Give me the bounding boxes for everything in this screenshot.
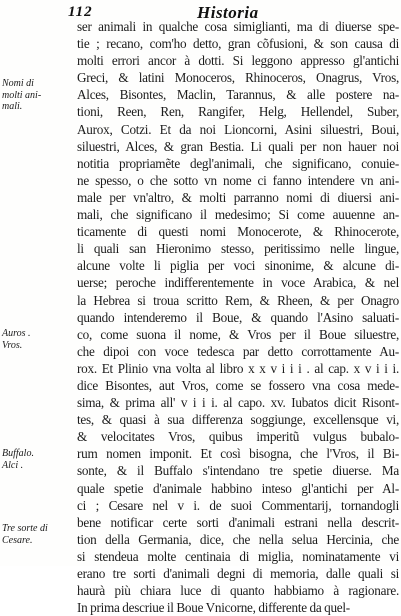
margin-note-auros [2,328,74,351]
text-line: dice Bisontes, aut Vros, come se fossero vna cosa mede- [77,377,399,393]
text-line: rum nomen imponit. Et così bisogna, che l'Vros, il Bi- [77,446,399,462]
margin-note-line: Cesare. [2,534,33,546]
text-line: quando intenderemo il Boue, & quando l'Asino saluati- [77,309,399,325]
text-line: notitia propriamẽte degl'animali, che significano, conuie- [77,155,399,171]
text-line: ticamente di questi nomi Monocerote, & Rhinocerote, [77,224,399,240]
margin-note-line: mali. [2,101,23,112]
text-line: co, come suona il nome, & Vros per il Boue siluestre, [77,326,399,342]
text-line: male per vn'altro, & molti parranno nomi di diuersi ani- [77,189,399,205]
text-line: rox. Et Plinio vna volta al libro x x v i i i . al cap. x v i i i. [77,360,399,376]
margin-note-buffalo [2,448,74,471]
text-line: erano tre sorti d'animali degni di memoria, dalle quali si [77,566,399,581]
text-line: siluestri, Alces, & gran Bestia. Li quali per non hauer noi [77,138,399,154]
text-line: molti errori ancor à dotti. Si leggono appresso gl'antichi [77,53,399,69]
text-line: bene notificar certe sorti d'animali estrani nella descrit- [77,514,399,530]
text-line: Aurox, Cotzi. Et da noi Lioncorni, Asini siluestri, Boui, [77,121,399,137]
text-line: tion della Germania, dice, che nella selua Hercinia, che [77,531,399,547]
text-line: Greci, & latini Monoceros, Rhinoceros, Onagrus, Vros, [77,70,399,86]
text-line: sonte, & il Buffalo s'intendano tre spetie diuerse. Ma [77,463,399,479]
margin-note-line: Vros. [2,339,23,351]
running-title: Historia [197,3,259,22]
body-text [77,18,399,616]
text-line: tes, & quasi à sua differenza soggiunge, excellensque vi, [77,412,399,428]
text-line: quale spetie d'animale habbino inteso gl'antichi per Al- [77,480,399,496]
text-line: li quali san Hieronimo stesso, peritissimo nelle lingue, [77,241,399,257]
text-line: ser animali in qualche cosa simiglianti, ma di diuerse spe- [77,19,399,34]
margin-note-line: Nomi di [2,78,34,89]
text-line: alcune volte li piglia per voci sinonime, & alcune di- [77,258,399,274]
margin-note-line: Auros . [2,328,31,339]
text-line: tie ; recano, com'ho detto, gran cõfusioni, & son causa di [77,36,399,52]
margin-note-line: Alci . [2,459,24,471]
text-line: si stendeua molte centinaia di miglia, nominatamente vi [77,548,399,564]
text-line: Alces, Bisontes, Maclin, Tarannus, & alle postere na- [77,87,399,103]
page-number: 112 [68,4,93,20]
text-line: haurà più chiara luce di quanto habbiamo à ragionare. [77,583,399,599]
margin-note-line: Buffalo. [2,448,34,459]
margin-note-tre-sorte [2,523,74,546]
text-line: sima, & prima all' v i i i. al capo. xv. Iubatos dicit Risont- [77,395,399,411]
margin-note-line: Tre sorte di [2,523,48,534]
margin-note-line: molti ani- [2,89,42,101]
text-line: che dipoi con voce tedesca par detto corrottamente Au- [77,343,399,359]
text-line: la Hebrea si troua scritto Rem, & Rheen, & per Onagro [77,292,399,308]
text-line: tioni, Reen, Ren, Rangifer, Helg, Hellendel, Suber, [77,104,399,120]
text-line: In prima descriue il Boue Vnicorne, differente da quel- [77,600,350,616]
text-line: ci ; Cesare nel v i. de suoi Commentarij, tornandogli [77,497,399,513]
text-line: uerse; peroche indifferentemente in voce Arabica, & nel [77,275,399,291]
text-line: mali, che significano il medesimo; Si come auuenne an- [77,207,399,223]
text-line: ne spesso, o che sotto vn nome ci fanno intendere vn ani- [77,172,399,188]
margin-note-nomi [2,78,74,113]
text-line: & velocitates Vros, quibus imperitũ vulgus bubalo- [77,429,399,445]
